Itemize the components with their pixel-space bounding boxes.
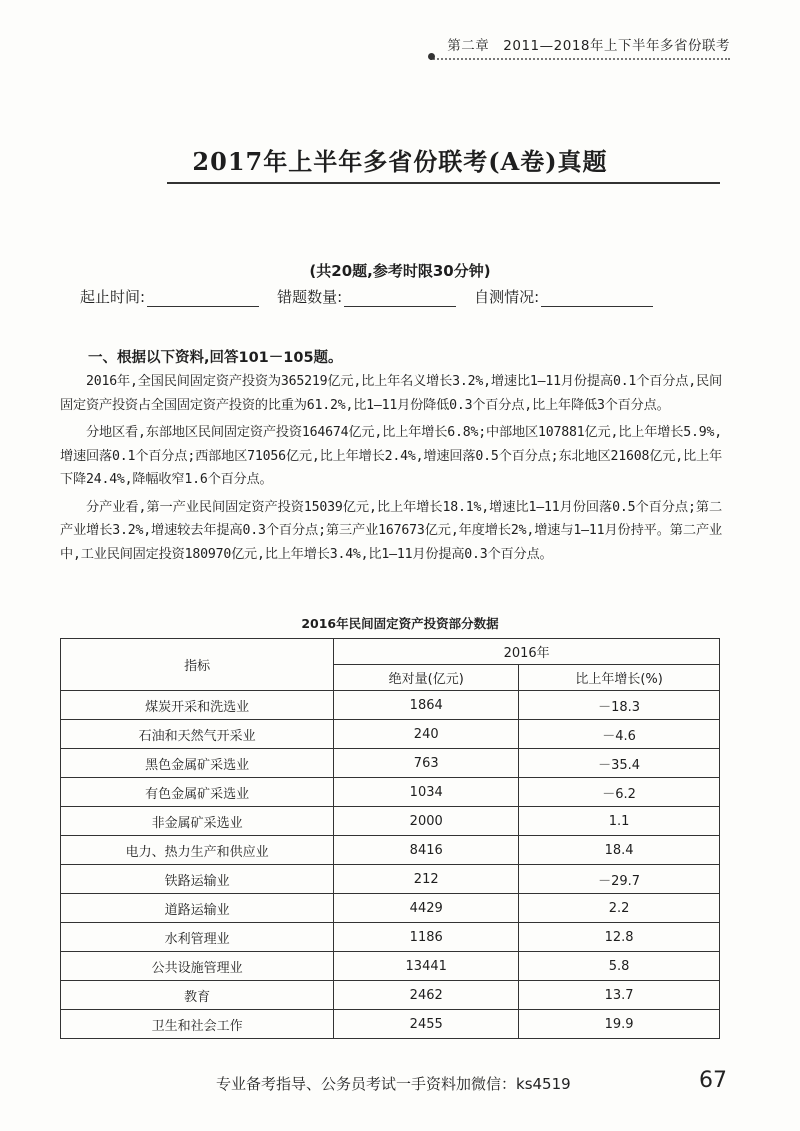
row-growth: －29.7: [519, 865, 720, 894]
row-indicator: 黑色金属矿采选业: [61, 749, 334, 778]
table-row: [61, 691, 720, 720]
table-row: [61, 923, 720, 952]
table-row: [61, 894, 720, 923]
table-row: [61, 749, 720, 778]
subtitle: (共20题,参考时限30分钟): [309, 262, 491, 280]
row-growth: －4.6: [519, 720, 720, 749]
row-growth: 13.7: [519, 981, 720, 1010]
row-growth: －35.4: [519, 749, 720, 778]
table-row: [61, 778, 720, 807]
table-row: [61, 1010, 720, 1039]
row-amount: 1034: [334, 778, 519, 807]
row-amount: 2000: [334, 807, 519, 836]
header-year: 2016年: [334, 639, 720, 665]
row-indicator: 煤炭开采和洗选业: [61, 691, 334, 720]
record-fields: [80, 286, 720, 307]
row-growth: 19.9: [519, 1010, 720, 1039]
header-absolute: 绝对量(亿元): [334, 665, 519, 691]
section-heading: 一、根据以下资料,回答101－105题。: [88, 350, 343, 366]
table-row: [61, 836, 720, 865]
row-indicator: 卫生和社会工作: [61, 1010, 334, 1039]
running-head-text: 第二章 2011—2018年上下半年多省份联考: [447, 38, 730, 54]
table-row: [61, 720, 720, 749]
row-amount: 1864: [334, 691, 519, 720]
table-row: [61, 981, 720, 1010]
row-indicator: 公共设施管理业: [61, 952, 334, 981]
footer-text: 专业备考指导、公务员考试一手资料加微信：ks4519: [216, 1075, 571, 1093]
data-table: [60, 638, 720, 1039]
row-amount: 212: [334, 865, 519, 894]
row-amount: 4429: [334, 894, 519, 923]
start-time-label: 起止时间:: [80, 288, 146, 306]
row-indicator: 教育: [61, 981, 334, 1010]
table-row: [61, 952, 720, 981]
table-caption: 2016年民间固定资产投资部分数据: [301, 616, 499, 631]
row-amount: 2455: [334, 1010, 519, 1039]
row-amount: 8416: [334, 836, 519, 865]
header-dotted-rule: [430, 58, 730, 60]
start-time-blank: [147, 292, 259, 307]
row-growth: －18.3: [519, 691, 720, 720]
row-indicator: 道路运输业: [61, 894, 334, 923]
page-title: 2017年上半年多省份联考(A卷)真题: [192, 147, 608, 176]
row-indicator: 铁路运输业: [61, 865, 334, 894]
row-indicator: 非金属矿采选业: [61, 807, 334, 836]
paragraph: 分地区看,东部地区民间固定资产投资164674亿元,比上年增长6.8%;中部地区107881亿元,比上年增长5.9%,增速回落0.1个百分点;西部地区71056亿元,比上年增长2.4%,增速回落0.5个百分点;东北地区21608亿元,比上年下降24.4%,降幅收窄1.6个百分点。: [60, 425, 722, 487]
start-time-field: [80, 286, 259, 307]
title-underline: [167, 182, 720, 184]
paragraph: 分产业看,第一产业民间固定资产投资15039亿元,比上年增长18.1%,增速比1—11月份回落0.5个百分点;第二产业增长3.2%,增速较去年提高0.3个百分点;第三产业167673亿元,年度增长2%,增速与1—11月份持平。第二产业中,工业民间固定投资180970亿元,比上年增长3.4%,比1—11月份提高0.3个百分点。: [60, 499, 722, 562]
row-growth: 12.8: [519, 923, 720, 952]
header-growth: 比上年增长(%): [519, 665, 720, 691]
row-amount: 1186: [334, 923, 519, 952]
row-indicator: 有色金属矿采选业: [61, 778, 334, 807]
self-test-field: [474, 286, 653, 307]
page-number: 67: [699, 1068, 727, 1093]
header-indicator: 指标: [61, 639, 334, 691]
header-bullet-dot: [428, 53, 435, 60]
row-growth: 18.4: [519, 836, 720, 865]
row-amount: 2462: [334, 981, 519, 1010]
wrong-count-field: [277, 286, 456, 307]
row-growth: 1.1: [519, 807, 720, 836]
material-paragraphs: [60, 370, 722, 570]
row-indicator: 水利管理业: [61, 923, 334, 952]
row-growth: 2.2: [519, 894, 720, 923]
row-amount: 240: [334, 720, 519, 749]
self-test-label: 自测情况:: [474, 288, 540, 306]
table-body: [61, 691, 720, 1039]
row-growth: －6.2: [519, 778, 720, 807]
self-test-blank: [541, 292, 653, 307]
paragraph: 2016年,全国民间固定资产投资为365219亿元,比上年名义增长3.2%,增速比1—11月份提高0.1个百分点,民间固定资产投资占全国固定资产投资的比重为61.2%,比1—11月份降低0.3个百分点,比上年降低3个百分点。: [60, 374, 722, 413]
row-indicator: 石油和天然气开采业: [61, 720, 334, 749]
table-row: [61, 807, 720, 836]
row-amount: 13441: [334, 952, 519, 981]
row-growth: 5.8: [519, 952, 720, 981]
wrong-count-label: 错题数量:: [277, 288, 343, 306]
wrong-count-blank: [344, 292, 456, 307]
row-indicator: 电力、热力生产和供应业: [61, 836, 334, 865]
table-row: [61, 865, 720, 894]
row-amount: 763: [334, 749, 519, 778]
running-head: [430, 34, 730, 54]
